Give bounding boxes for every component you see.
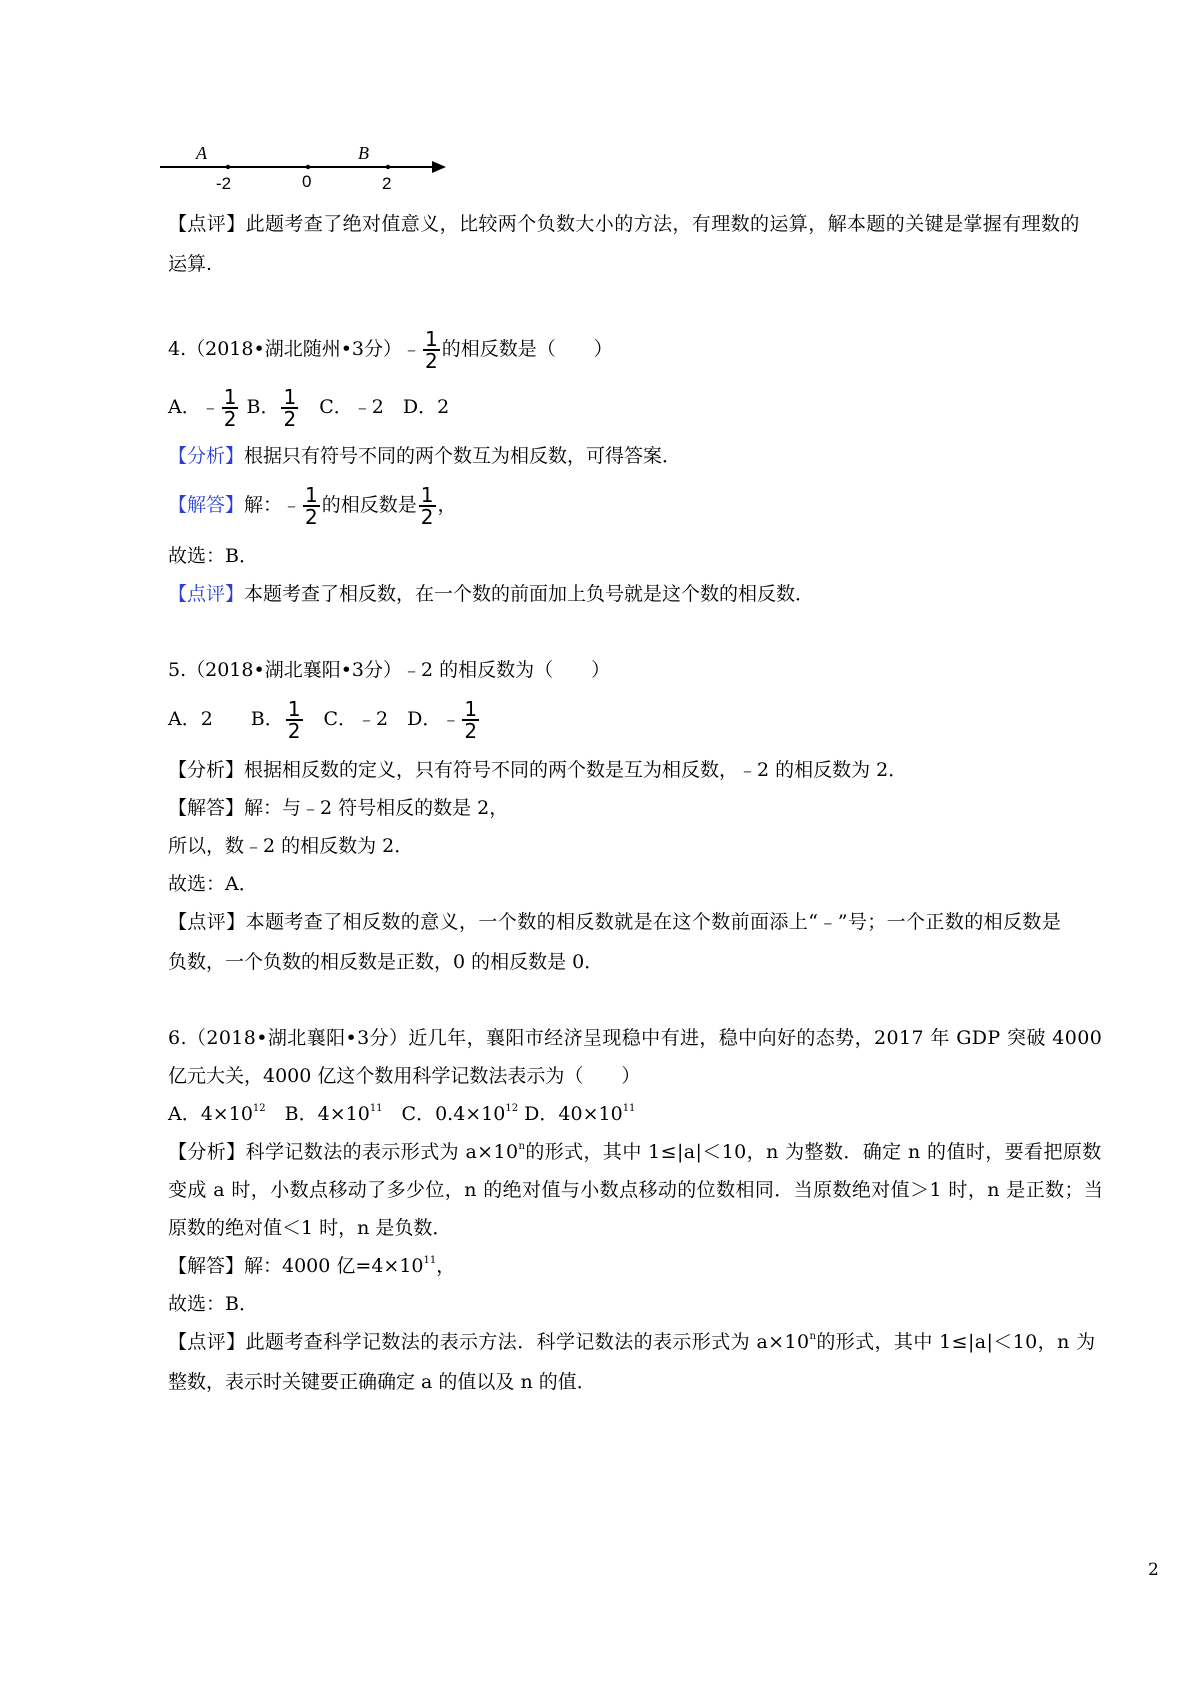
fraction-numerator: 1 bbox=[424, 327, 438, 351]
point-b-label: B bbox=[358, 145, 369, 163]
fraction-denominator: 2 bbox=[305, 505, 318, 529]
q5-answer: 【解答】解：与﹣2 符号相反的数是 2， bbox=[168, 797, 509, 819]
q6-comment-post: 的形式，其中 1≤|a|＜10，n 为 bbox=[816, 1331, 1096, 1353]
q4-stem-post: 的相反数是（ ） bbox=[441, 338, 613, 360]
q5-option-b-fraction bbox=[286, 699, 303, 741]
q6-option-c: C．0.4×10 bbox=[382, 1103, 506, 1125]
q4-answer-mid: 的相反数是 bbox=[321, 494, 417, 516]
q6-analysis-pre: 【分析】科学记数法的表示形式为 a×10 bbox=[168, 1141, 519, 1163]
fraction-denominator: 2 bbox=[424, 349, 438, 373]
q5-stem: 5.（2018•湖北襄阳•3分）﹣2 的相反数为（ ） bbox=[168, 659, 611, 681]
q6-analysis-line-3: 原数的绝对值＜1 时，n 是负数． bbox=[168, 1217, 452, 1239]
fraction-numerator: 1 bbox=[223, 385, 237, 409]
point-b-dot bbox=[386, 165, 390, 169]
number-line-figure bbox=[160, 145, 460, 200]
fraction-numerator: 1 bbox=[420, 483, 434, 507]
q6-option-a: A．4×10 bbox=[168, 1103, 253, 1125]
q4-stem bbox=[168, 326, 613, 372]
q6-stem-line-2: 亿元大关，4000 亿这个数用科学记数法表示为（ ） bbox=[168, 1065, 641, 1087]
fraction-numerator: 1 bbox=[287, 697, 301, 721]
q4-stem-fraction bbox=[423, 329, 440, 371]
q4-answer-fraction-1 bbox=[303, 485, 320, 527]
fraction-denominator: 2 bbox=[420, 505, 434, 529]
point-a-dot bbox=[226, 165, 230, 169]
q6-comment-line-2: 整数，表示时关键要正确确定 a 的值以及 n 的值． bbox=[168, 1371, 596, 1393]
comment-line-1: 【点评】此题考查了绝对值意义，比较两个负数大小的方法，有理数的运算，解本题的关键是掌握有理数的 bbox=[168, 213, 1080, 235]
q6-answer-pre: 【解答】解：4000 亿=4×10 bbox=[168, 1255, 424, 1277]
fraction-denominator: 2 bbox=[283, 407, 297, 431]
fraction-denominator: 2 bbox=[223, 407, 237, 431]
q6-stem-line-1: 6.（2018•湖北襄阳•3分）近几年，襄阳市经济呈现稳中有进，稳中向好的态势，2017 年 GDP 突破 4000 bbox=[168, 1027, 1103, 1049]
q6-option-b-exponent: 11 bbox=[369, 1103, 383, 1114]
origin-dot bbox=[306, 165, 310, 169]
q4-answer-end: ， bbox=[437, 494, 457, 516]
fraction-numerator: 1 bbox=[283, 385, 297, 409]
page-number: 2 bbox=[1148, 1560, 1159, 1580]
q5-comment-line-1: 【点评】本题考查了相反数的意义，一个数的相反数就是在这个数前面添上“﹣”号；一个正数的相反数是 bbox=[168, 911, 1062, 933]
fraction-denominator: 2 bbox=[464, 719, 478, 743]
tick-label-0: 0 bbox=[302, 172, 312, 191]
q4-answer-pre: 解：﹣ bbox=[244, 494, 302, 516]
tick-label-neg2: -2 bbox=[216, 174, 232, 193]
number-line-arrow-icon bbox=[432, 161, 446, 173]
q4-analysis bbox=[168, 444, 681, 470]
q5-choice: 故选：A． bbox=[168, 873, 258, 895]
q4-option-a: A．﹣ bbox=[168, 396, 220, 418]
q4-options bbox=[168, 384, 449, 430]
fraction-numerator: 1 bbox=[305, 483, 318, 507]
q6-analysis-exponent: n bbox=[518, 1141, 526, 1152]
q6-analysis-line-2: 变成 a 时，小数点移动了多少位，n 的绝对值与小数点移动的位数相同．当原数绝对值＞1 时，n 是正数；当 bbox=[168, 1179, 1104, 1201]
q4-option-cd: C．﹣2 D．2 bbox=[300, 396, 450, 418]
q5-options bbox=[168, 696, 481, 742]
q4-choice: 故选：B． bbox=[168, 545, 258, 567]
q4-comment bbox=[168, 582, 814, 608]
q4-option-a-fraction bbox=[222, 387, 239, 429]
q4-option-b: B． bbox=[246, 396, 280, 418]
q6-analysis-line-1 bbox=[168, 1140, 1102, 1166]
fraction-denominator: 2 bbox=[287, 719, 301, 743]
q5-analysis: 【分析】根据相反数的定义，只有符号不同的两个数是互为相反数，﹣2 的相反数为 2． bbox=[168, 759, 908, 781]
q4-analysis-text: 根据只有符号不同的两个数互为相反数，可得答案． bbox=[244, 445, 682, 467]
q5-option-ab: A．2 B． bbox=[168, 708, 284, 730]
q6-option-a-exponent: 12 bbox=[252, 1103, 266, 1114]
q6-analysis-post: 的形式，其中 1≤|a|＜10，n 为整数．确定 n 的值时，要看把原数 bbox=[525, 1141, 1102, 1163]
point-a-label: A bbox=[196, 145, 207, 163]
comment-line-2: 运算. bbox=[168, 253, 213, 275]
q5-answer-line-2: 所以，数﹣2 的相反数为 2． bbox=[168, 835, 414, 857]
q5-option-cd: C．﹣2 D．﹣ bbox=[304, 708, 461, 730]
q6-options bbox=[168, 1102, 635, 1128]
q5-comment-line-2: 负数，一个负数的相反数是正数，0 的相反数是 0． bbox=[168, 951, 604, 973]
q4-answer bbox=[168, 482, 457, 528]
q6-comment-line-1 bbox=[168, 1330, 1096, 1356]
q6-option-d: D．40×10 bbox=[518, 1103, 623, 1125]
q6-option-c-exponent: 12 bbox=[505, 1103, 519, 1114]
q6-comment-pre: 【点评】此题考查科学记数法的表示方法．科学记数法的表示形式为 a×10 bbox=[168, 1331, 810, 1353]
q4-stem-pre: 4.（2018•湖北随州•3分）﹣ bbox=[168, 338, 421, 360]
q6-answer-post: ， bbox=[436, 1255, 456, 1277]
q4-option-b-fraction bbox=[281, 387, 298, 429]
tick-label-2: 2 bbox=[382, 174, 392, 193]
q4-answer-fraction-2 bbox=[419, 485, 436, 527]
q6-option-b: B．4×10 bbox=[265, 1103, 370, 1125]
q6-answer-exponent: 11 bbox=[423, 1255, 437, 1266]
fraction-numerator: 1 bbox=[464, 697, 478, 721]
q6-option-d-exponent: 11 bbox=[622, 1103, 636, 1114]
q4-comment-text: 本题考查了相反数，在一个数的前面加上负号就是这个数的相反数． bbox=[244, 583, 815, 605]
q4-answer-tag: 【解答】 bbox=[168, 494, 245, 516]
q6-answer bbox=[168, 1254, 455, 1280]
q6-comment-exponent: n bbox=[809, 1331, 817, 1342]
q4-analysis-tag: 【分析】 bbox=[168, 445, 245, 467]
q5-option-d-fraction bbox=[462, 699, 479, 741]
q4-comment-tag: 【点评】 bbox=[168, 583, 245, 605]
q6-choice: 故选：B． bbox=[168, 1293, 258, 1315]
